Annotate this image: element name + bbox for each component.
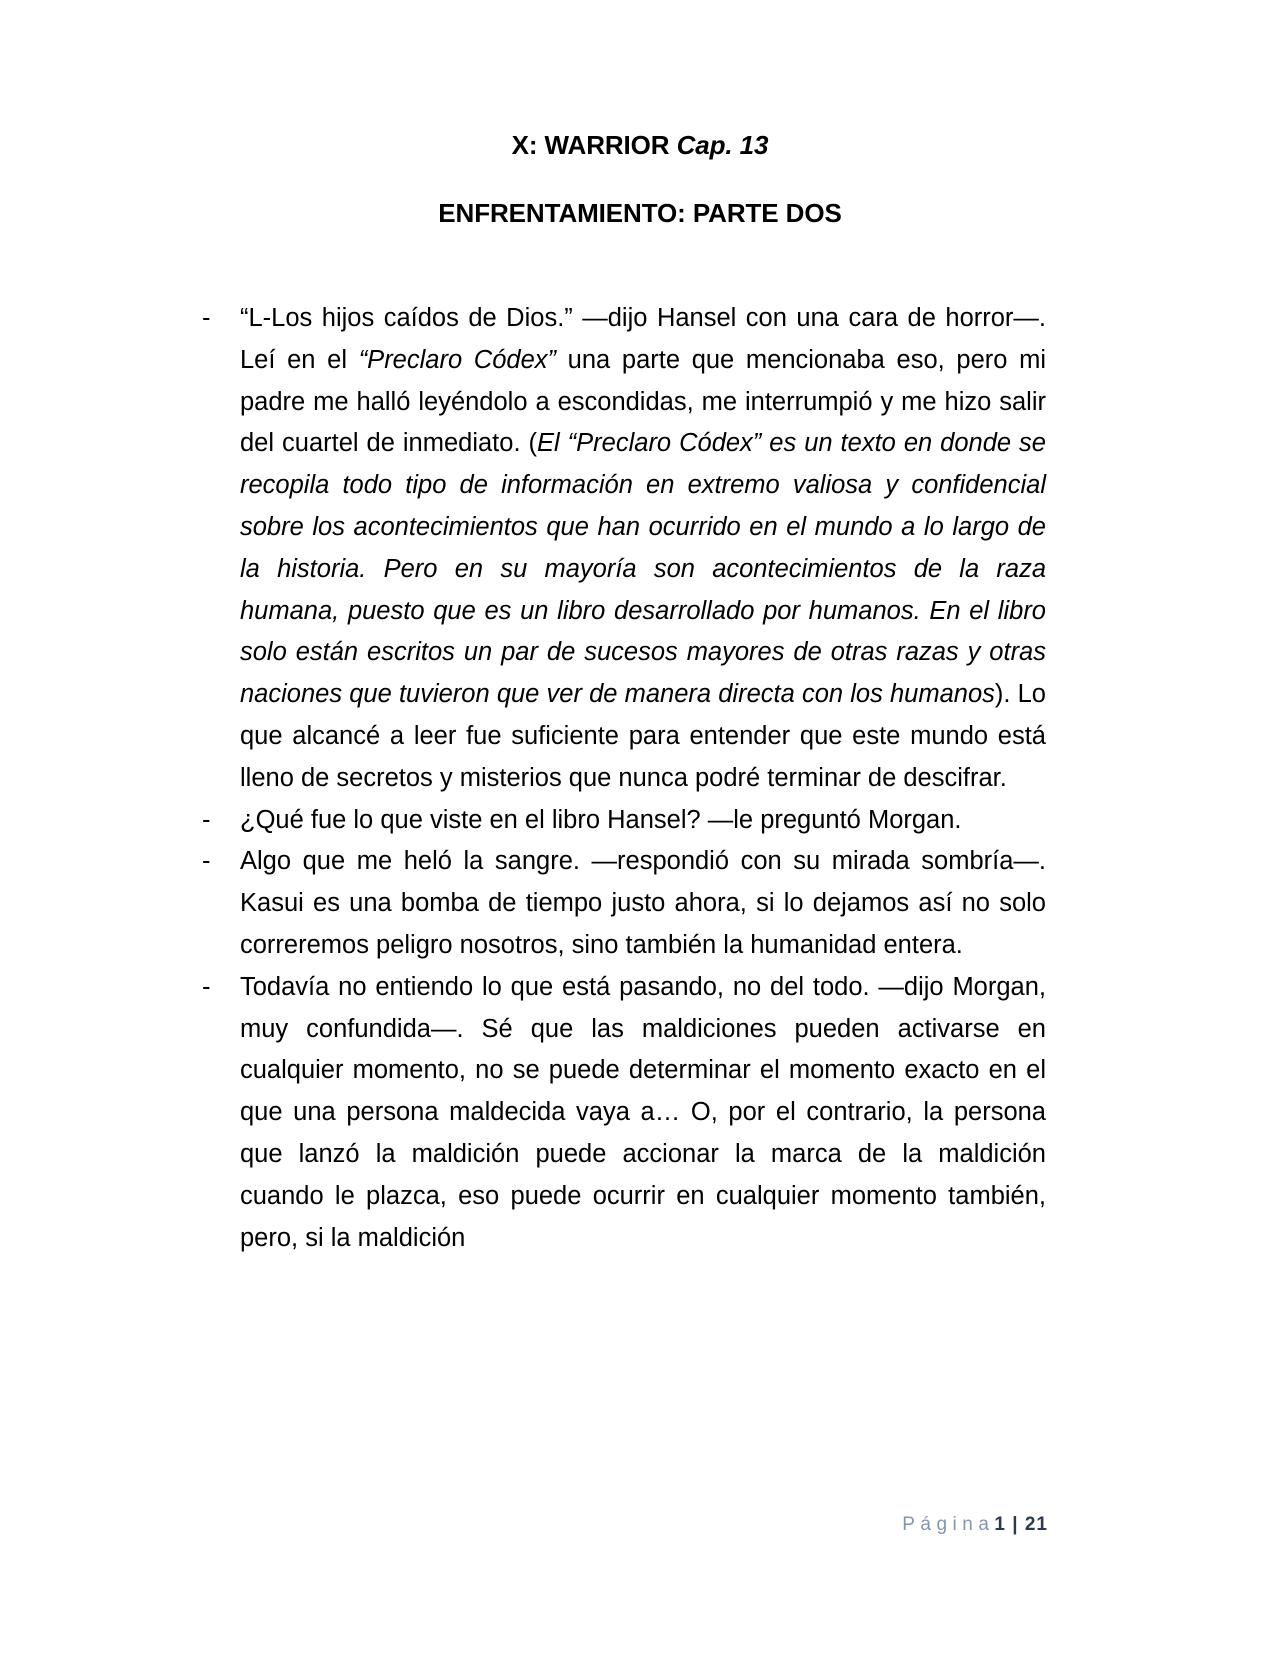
paragraph-text-part1: Todavía no entiendo lo que está pasando, no del todo. —dijo Morgan, muy confundida—. Sé que las maldiciones pueden activarse en cualquier momento, no se puede determinar el momento exacto en el que una persona maldecida vaya a… O, por el contrario, la persona que lanzó la maldición puede accionar la marca de la maldición cuando le plazca, eso puede ocurrir en cualquier momento también, pero, si la maldición — [240, 972, 1046, 1252]
paragraph-text-part2: una parte que mencionaba eso, pero mi padre me halló leyéndolo a escondidas, me interrumpió y me hizo salir del cuartel de inmediato. ( — [240, 345, 1047, 458]
bullet-marker: - — [202, 847, 211, 876]
list-item — [192, 841, 1046, 966]
page-subtitle: ENFRENTAMIENTO: PARTE DOS — [438, 198, 842, 228]
bullet-marker: - — [202, 304, 211, 332]
paragraph-text-part1: Algo que me heló la sangre. —respondió con su mirada sombría—. Kasui es una bomba de tiempo justo ahora, si lo dejamos así no solo correremos peligro nosotros, sino también la humanidad entera. — [240, 847, 1046, 959]
page-footer — [0, 1515, 1280, 1534]
paragraph-text-part3: ). Lo que alcancé a leer fue suficiente para entender que este mundo está lleno de secretos y misterios que nunca podré terminar de descifrar. — [240, 680, 1046, 792]
list-item — [192, 967, 1046, 1260]
page-title-main: X: WARRIOR — [511, 130, 677, 160]
paragraph-italic-aside: El “Preclaro Códex” es un texto en donde se recopila todo tipo de información en extremo valiosa y confidencial sobre los acontecimientos que han ocurrido en el mundo a lo largo de la historia. Pero en su mayoría son acontecimientos de la raza humana, puesto que es un libro desarrollado por humanos. En el libro solo están escritos un par de sucesos mayores de otras razas y otras naciones que tuvieron que ver de manera directa con los humanos — [240, 429, 1046, 709]
list-item — [192, 800, 1046, 842]
page-title-chapter: Cap. 13 — [676, 130, 769, 160]
list-item — [192, 298, 1046, 800]
page-title — [0, 132, 1280, 158]
bullet-marker: - — [202, 972, 211, 1001]
paragraph-italic-codex-title: “Preclaro Códex” — [358, 345, 557, 374]
footer-page-numbers: 1 | 21 — [994, 1514, 1048, 1535]
document-headings — [0, 0, 1280, 226]
footer-page-word: Página — [902, 1514, 995, 1535]
dialogue-list — [0, 298, 1280, 1259]
bullet-marker: - — [202, 805, 211, 834]
paragraph-text-part1: “L-Los hijos caídos de Dios.” —dijo Hansel con una cara de horror—. Leí en el — [240, 304, 1046, 374]
paragraph-text-part1: ¿Qué fue lo que viste en el libro Hansel? —le preguntó Morgan. — [240, 805, 962, 834]
